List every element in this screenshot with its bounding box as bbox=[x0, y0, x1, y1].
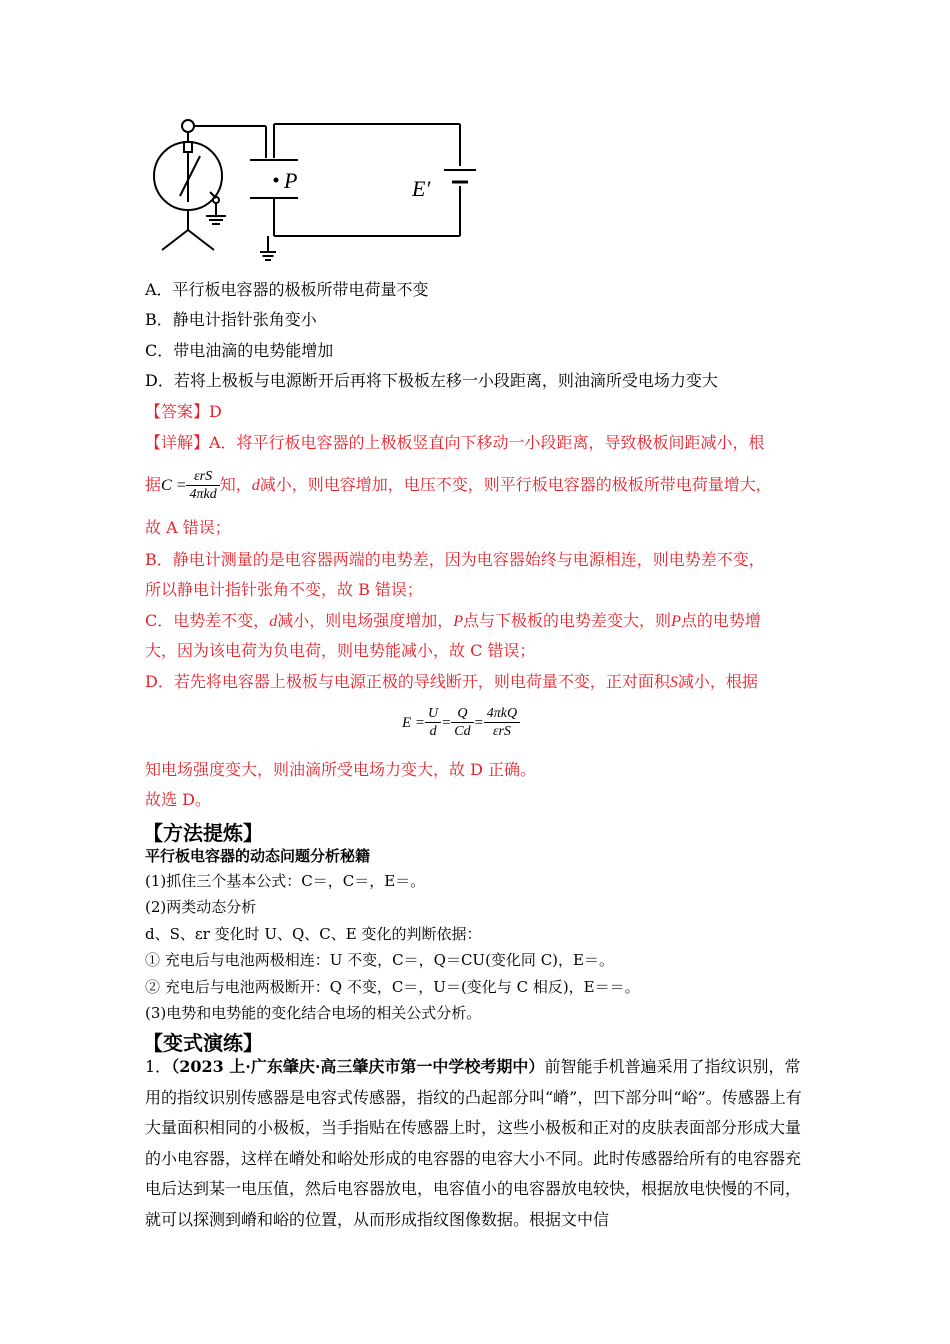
oil-drop-point bbox=[274, 178, 279, 183]
method-line-5: ② 充电后与电池两极断开：Q 不变，C＝，U＝(变化与 C 相反)，E＝＝。 bbox=[145, 978, 640, 996]
detail-d-line-1: D．若先将电容器上极板与电源正极的导线断开，则电荷量不变，正对面积S减小，根据 bbox=[145, 672, 758, 691]
option-a: A．平行板电容器的极板所带电荷量不变 bbox=[145, 280, 429, 299]
method-title: 【方法提炼】 bbox=[143, 821, 263, 845]
option-d: D．若将上极板与电源断开后再将下极板左移一小段距离，则油滴所受电场力变大 bbox=[145, 371, 718, 390]
electroscope-needle bbox=[180, 156, 200, 196]
detail-b-line-2: 所以静电计指针张角不变，故 B 错误； bbox=[145, 580, 423, 599]
method-line-2: (2)两类动态分析 bbox=[145, 898, 257, 916]
detail-line-2: 据C = $\frac{\text{εrS}}{\text{4πkd}}$ 知，d减小，则电容增加，电压不变，则平行板电容器的极板所带电荷量增大， bbox=[145, 469, 772, 502]
answer-label: 【答案】D bbox=[145, 402, 222, 421]
method-line-4: ① 充电后与电池两极相连：U 不变，C＝，Q＝CU(变化同 C)，E＝。 bbox=[145, 951, 614, 969]
detail-line-1: 【详解】A．将平行板电容器的上极板竖直向下移动一小段距离，导致极板间距减小，根 bbox=[145, 433, 765, 452]
option-c: C．带电油滴的电势能增加 bbox=[145, 341, 334, 360]
detail-c-line-2: 大，因为该电荷为负电荷，则电势能减小，故 C 错误； bbox=[145, 641, 536, 660]
detail-d-line-2: 知电场强度变大，则油滴所受电场力变大，故 D 正确。 bbox=[145, 760, 537, 779]
conclusion: 故选 D。 bbox=[145, 790, 211, 809]
formula-c-fraction: $\frac{\text{εrS}}{\text{4πkd}}$ bbox=[186, 468, 219, 503]
formula-c-lhs: C = bbox=[161, 477, 187, 494]
option-b: B．静电计指针张角变小 bbox=[145, 310, 317, 329]
electroscope-knob bbox=[182, 120, 194, 132]
detail-c-line-1: C．电势差不变，d减小，则电场强度增加，P点与下极板的电势差变大，则P点的电势增 bbox=[145, 611, 761, 630]
point-p-label: P bbox=[284, 168, 298, 193]
practice-question-1: 1．（2023 上·广东肇庆·高三肇庆市第一中学校考期中）前智能手机普遍采用了指纹识别，常用的指纹识别传感器是电容式传感器，指纹的凸起部分叫“嵴”，凹下部分叫“峪”。传感器上有大量面积相同的小极板，当手指贴在传感器上时，这些小极板和正对的皮肤表面部分形成大量的小电容器，这样在嵴处和峪处形成的电容器的电容大小不同。此时传感器给所有的电容器充电后达到某一电压值，然后电容器放电，电容值小的电容器放电较快，根据放电快慢的不同，就可以探测到嵴和峪的位置，从而形成指纹图像数据。根据文中信 bbox=[145, 1057, 802, 1229]
method-subtitle: 平行板电容器的动态问题分析秘籍 bbox=[145, 847, 371, 865]
method-line-3: d、S、εr 变化时 U、Q、C、E 变化的判断依据： bbox=[145, 925, 482, 943]
detail-line-3: 故 A 错误； bbox=[145, 518, 231, 537]
question-source: （2023 上·广东肇庆·高三肇庆市第一中学校考期中） bbox=[171, 1057, 545, 1076]
method-line-6: (3)电势和电势能的变化结合电场的相关公式分析。 bbox=[145, 1004, 482, 1022]
practice-title: 【变式演练】 bbox=[143, 1031, 263, 1055]
formula-e: E = $\frac{U}{d}$ = $\frac{Q}{Cd}$ = $\frac{\text{4πkQ}}{\text{εrS}}$ bbox=[402, 702, 520, 743]
circuit-diagram bbox=[148, 112, 488, 262]
method-line-1: (1)抓住三个基本公式：C＝，C＝，E＝。 bbox=[145, 872, 426, 890]
detail-b-line-1: B．静电计测量的是电容器两端的电势差，因为电容器始终与电源相连，则电势差不变， bbox=[145, 550, 765, 569]
emf-label: E′ bbox=[412, 176, 431, 201]
